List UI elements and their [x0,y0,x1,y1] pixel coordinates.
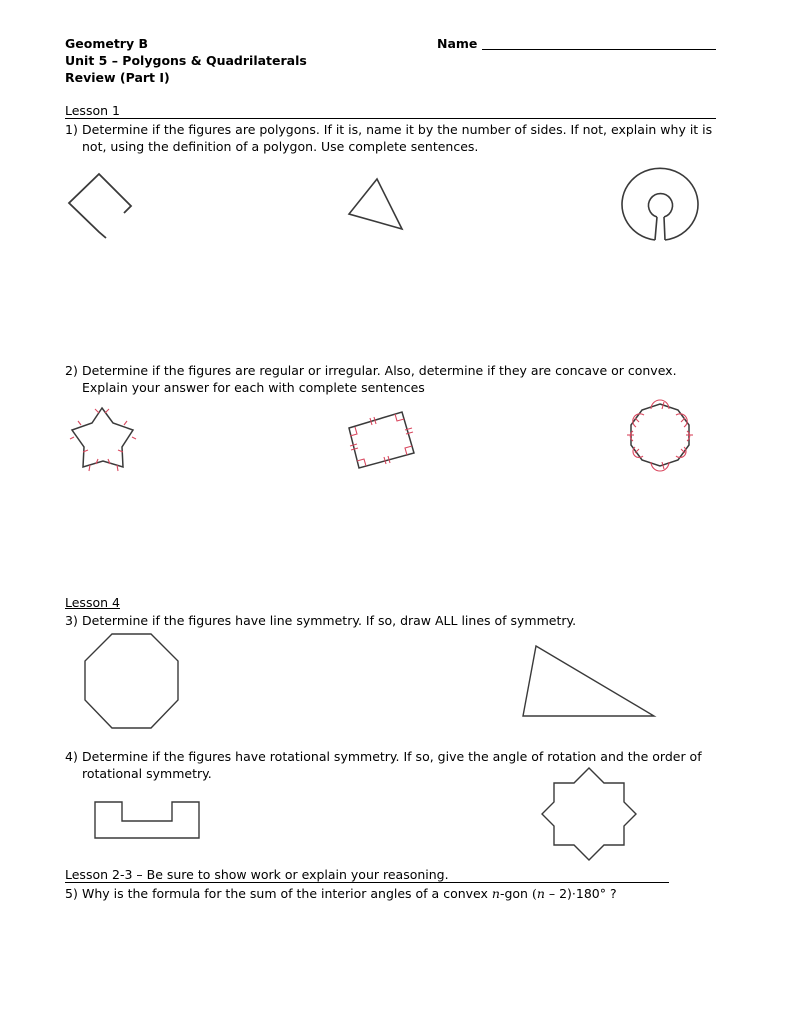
question-5-formula-open: ( [531,886,537,901]
q1-triangle-figure [344,175,408,235]
question-3-number: 3) [65,613,78,628]
q1-open-square-figure [60,168,140,244]
question-3-text: Determine if the figures have line symmetry. If so, draw ALL lines of symmetry. [82,613,577,628]
question-4-text: Determine if the figures have rotational symmetry. If so, give the angle of rotation and the order of rotational symmetry. [82,749,702,781]
lesson-1-rule [65,118,716,119]
question-5-number: 5) [65,886,78,901]
question-2-text: Determine if the figures are regular or irregular. Also, determine if they are concave or convex. Explain your answer for each with complete sentences [82,363,677,395]
q4-u-shape-figure [90,798,204,842]
course-title: Geometry B [65,36,148,51]
question-3 [65,612,725,629]
question-5 [65,885,725,902]
question-1-number: 1) [65,122,78,137]
question-5-text [82,885,725,902]
q2-decagon-figure [624,400,696,470]
question-4-number: 4) [65,749,78,764]
question-5-formula-n: n [536,886,545,901]
question-5-formula-rest: – 2)·180° [544,886,607,901]
review-title: Review (Part I) [65,70,170,85]
question-5-n: n [491,886,500,901]
q3-octagon-figure [80,630,184,734]
name-label: Name [437,36,478,51]
question-5-gon: -gon [499,886,532,901]
unit-title: Unit 5 – Polygons & Quadrilaterals [65,53,307,68]
question-1 [65,121,725,155]
question-2-number: 2) [65,363,78,378]
question-5-text-before: Why is the formula for the sum of the interior angles of a convex [82,886,492,901]
q1-broken-ring-figure [620,170,706,246]
lesson-1-heading: Lesson 1 [65,103,120,118]
q4-eight-point-star-figure [538,764,640,864]
question-5-question-mark: ? [606,886,617,901]
lesson-2-3-rule [65,882,669,883]
q2-star-figure [66,404,140,474]
q2-quadrilateral-figure [343,404,419,474]
lesson-4-heading: Lesson 4 [65,595,120,610]
name-blank-line[interactable] [482,49,716,50]
q3-right-triangle-figure [518,642,660,722]
question-2 [65,362,725,396]
lesson-2-3-heading: Lesson 2-3 – Be sure to show work or explain your reasoning. [65,867,449,882]
question-1-text: Determine if the figures are polygons. If it is, name it by the number of sides. If not, explain why it is not, using the definition of a polygon. Use complete sentences. [82,122,713,154]
